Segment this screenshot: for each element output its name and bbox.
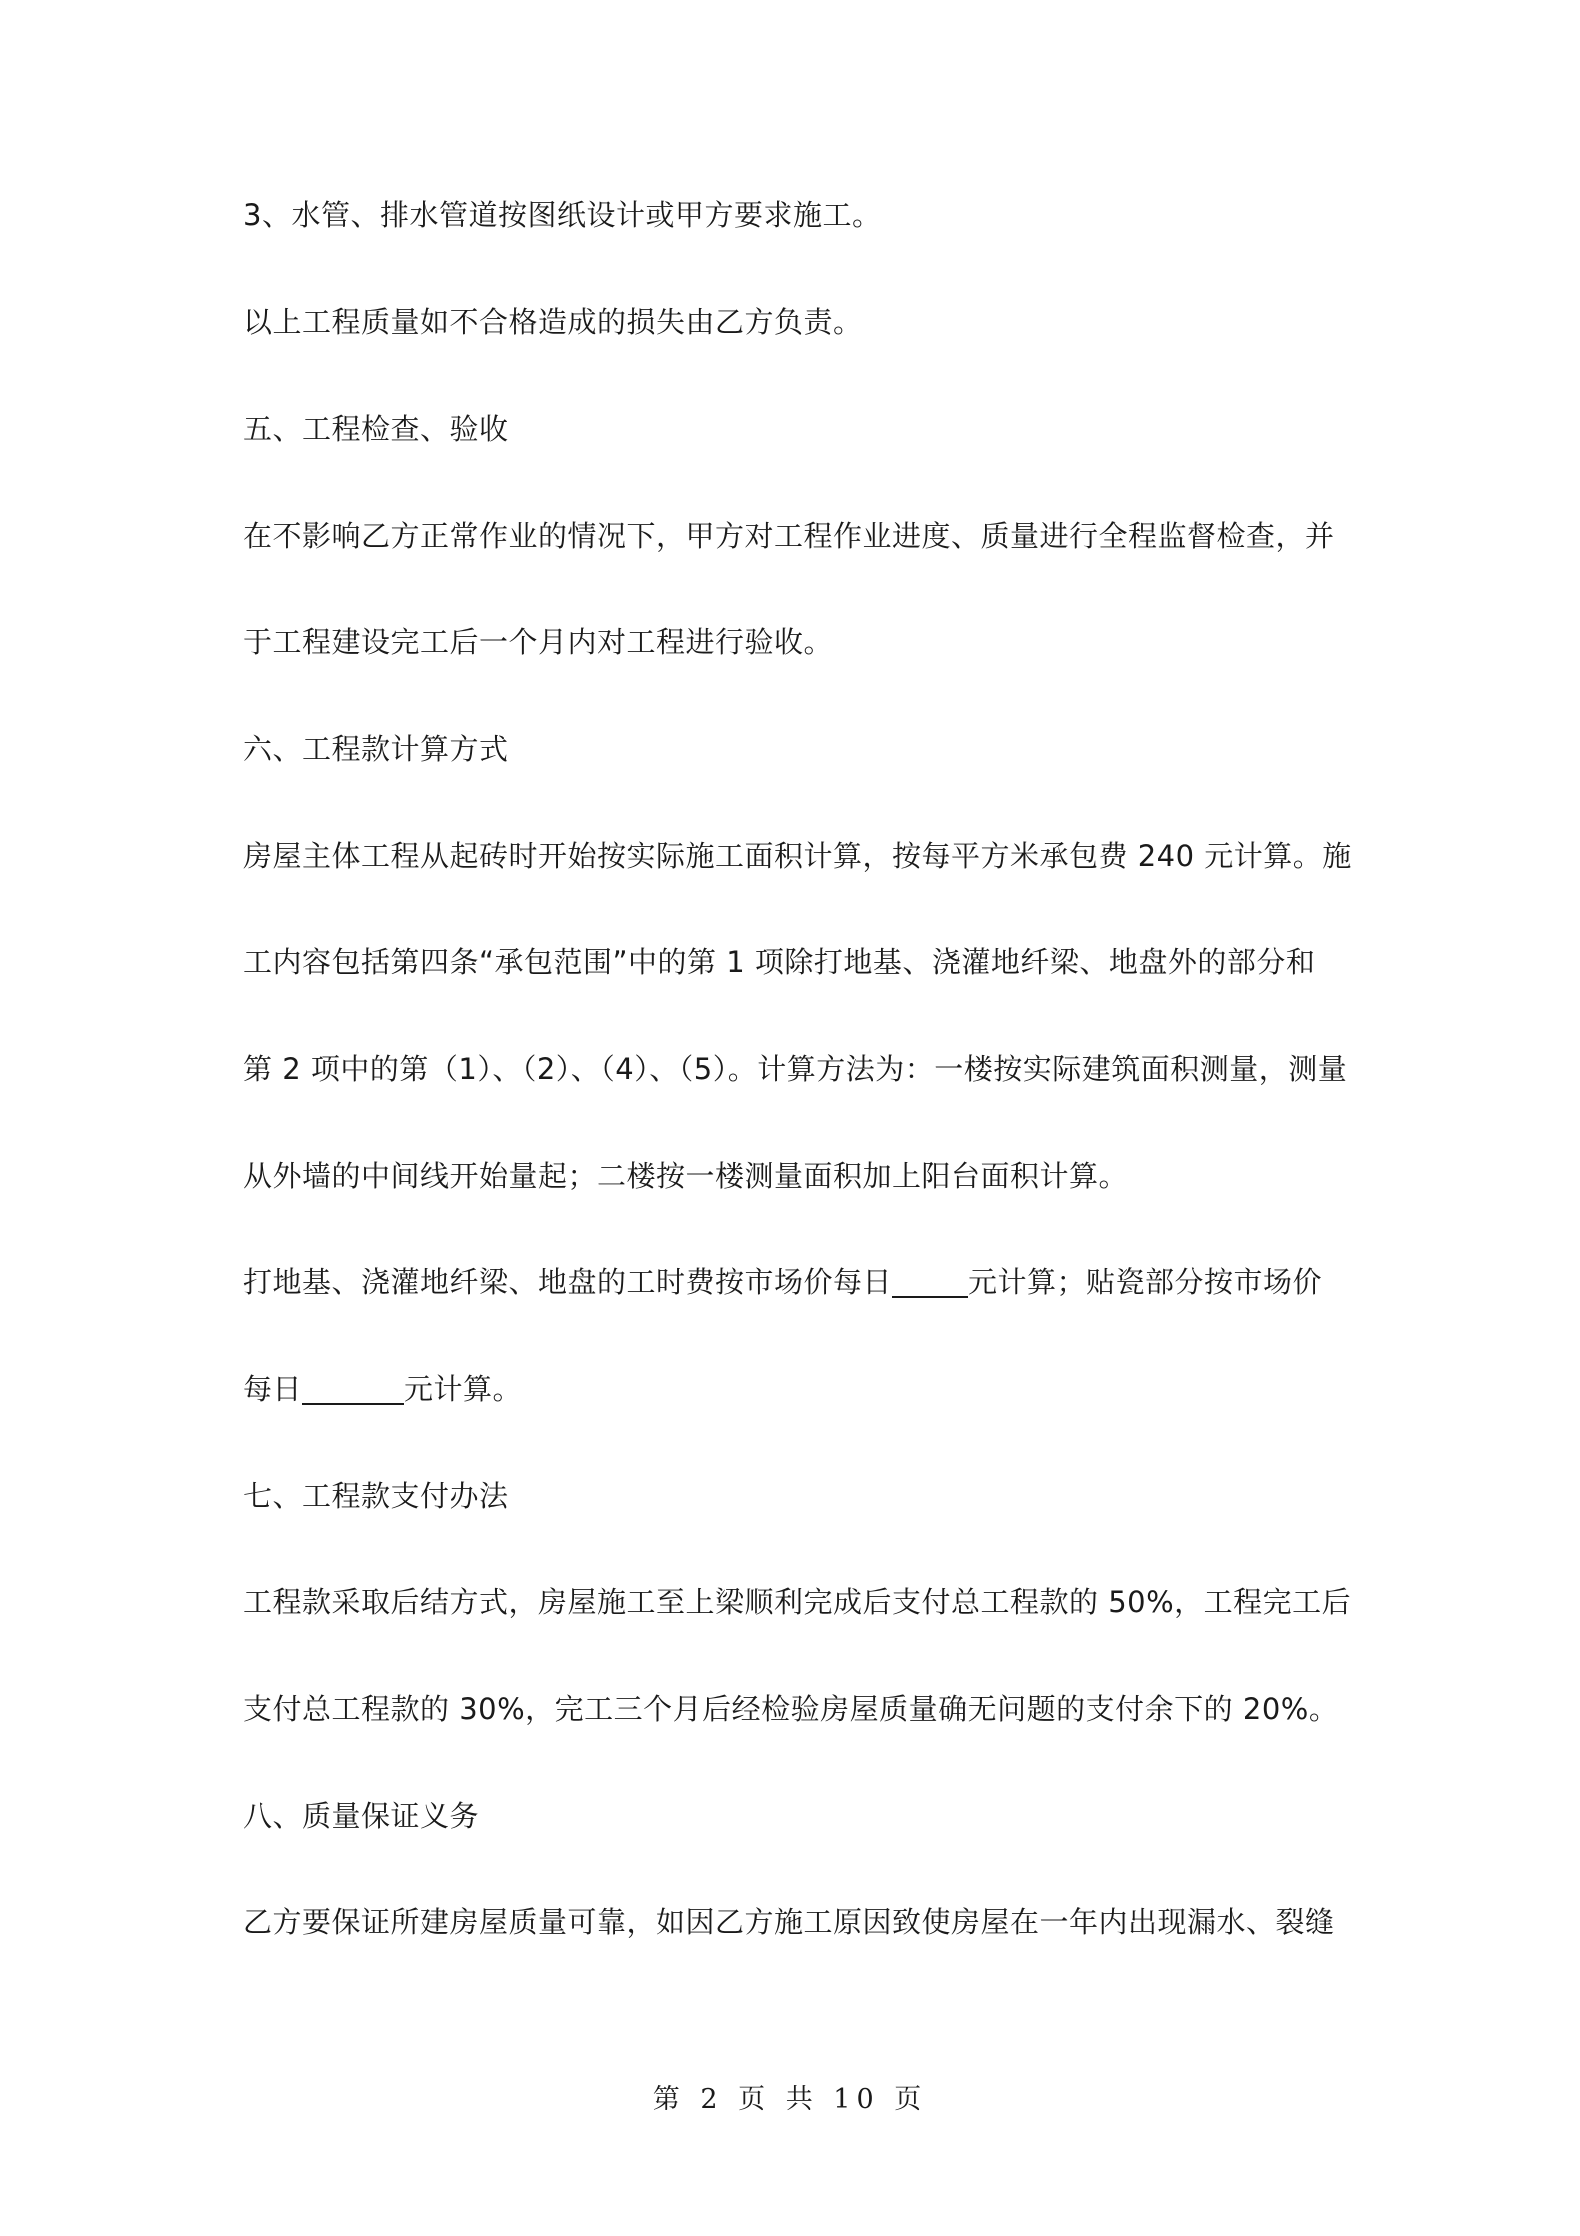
paragraph-line: 从外墙的中间线开始量起；二楼按一楼测量面积加上阳台面积计算。 [243, 1159, 1129, 1193]
page-number-footer: 第 2 页 共 10 页 [652, 2084, 928, 2115]
paragraph-line: 第 2 项中的第（1）、（2）、（4）、（5）。计算方法为：一楼按实际建筑面积测量，测量 [243, 1052, 1348, 1086]
paragraph-line: 3、水管、排水管道按图纸设计或甲方要求施工。 [243, 198, 882, 232]
fill-in-blank [892, 1266, 968, 1298]
paragraph-line: 于工程建设完工后一个月内对工程进行验收。 [243, 625, 834, 659]
fee-line-text-before: 打地基、浇灌地纤梁、地盘的工时费按市场价每日 [243, 1265, 893, 1299]
paragraph-line: 房屋主体工程从起砖时开始按实际施工面积计算，按每平方米承包费 240 元计算。施 [243, 839, 1352, 873]
fill-in-blank [302, 1373, 404, 1405]
daily-line-text-before: 每日 [243, 1372, 303, 1406]
paragraph-line: 在不影响乙方正常作业的情况下，甲方对工程作业进度、质量进行全程监督检查，并 [243, 519, 1335, 553]
paragraph-line: 乙方要保证所建房屋质量可靠，如因乙方施工原因致使房屋在一年内出现漏水、裂缝 [243, 1905, 1335, 1939]
section-heading: 八、质量保证义务 [243, 1799, 480, 1833]
paragraph-line: 以上工程质量如不合格造成的损失由乙方负责。 [243, 305, 863, 339]
fee-line [243, 1262, 1322, 1302]
section-heading: 六、工程款计算方式 [243, 732, 509, 766]
daily-line-text-after: 元计算。 [404, 1372, 523, 1406]
fee-line-text-after: 元计算；贴瓷部分按市场价 [968, 1265, 1323, 1299]
daily-fee-line [243, 1369, 522, 1409]
paragraph-line: 支付总工程款的 30%，完工三个月后经检验房屋质量确无问题的支付余下的 20%。 [243, 1692, 1339, 1726]
paragraph-line: 工程款采取后结方式，房屋施工至上梁顺利完成后支付总工程款的 50%，工程完工后 [243, 1585, 1352, 1619]
section-heading: 七、工程款支付办法 [243, 1479, 509, 1513]
paragraph-line: 工内容包括第四条“承包范围”中的第 1 项除打地基、浇灌地纤梁、地盘外的部分和 [243, 945, 1316, 979]
section-heading: 五、工程检查、验收 [243, 412, 509, 446]
